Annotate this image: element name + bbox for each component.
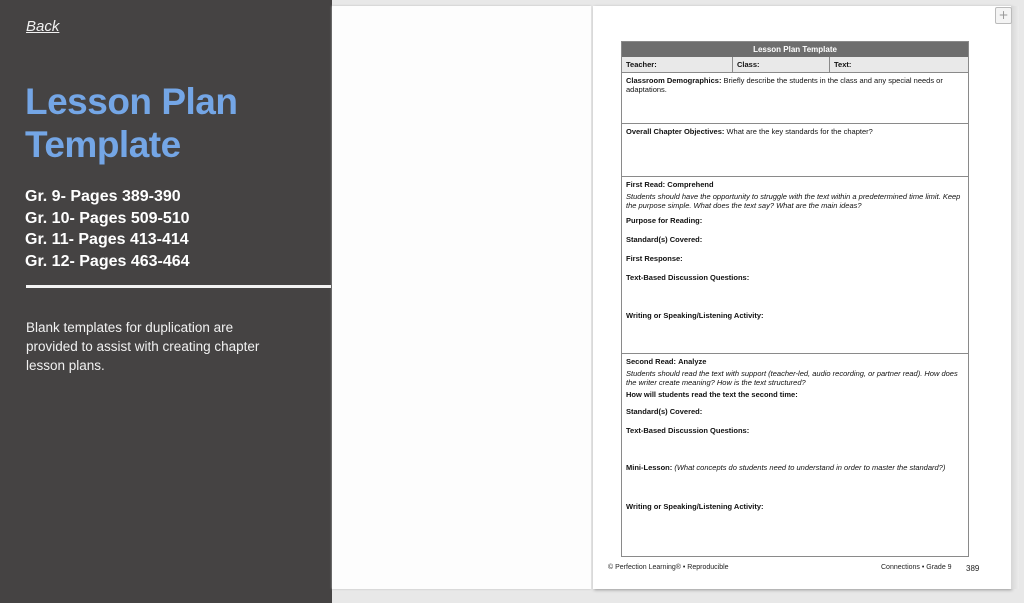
demographics-label: Classroom Demographics: <box>626 76 722 85</box>
plus-icon[interactable]: + <box>995 7 1012 24</box>
sheet-header-row <box>622 57 968 73</box>
footer-grade: Connections • Grade 9 <box>881 564 952 571</box>
grade-pages-item: Gr. 9- Pages 389-390 <box>25 188 181 205</box>
how-read-label: How will students read the text the second time: <box>626 390 798 399</box>
second-read-text: Students should read the text with support (teacher-led, audio recording, or partner read). How does the writer create meaning? How is the text structured? <box>626 369 958 387</box>
text-cell: Text: <box>834 60 852 69</box>
purpose-label: Purpose for Reading: <box>626 216 703 225</box>
objectives-text: What are the key standards for the chapter? <box>726 127 873 136</box>
grade-pages-item: Gr. 10- Pages 509-510 <box>25 209 190 227</box>
minilesson-label: Mini-Lesson: <box>626 463 673 472</box>
second-read-section <box>622 354 968 553</box>
standards-label: Standard(s) Covered: <box>626 235 703 244</box>
grade-pages-list <box>25 186 190 272</box>
discussion-label: Text-Based Discussion Questions: <box>626 273 750 282</box>
demographics-section <box>622 73 968 124</box>
page-edge <box>1011 6 1019 589</box>
first-response-label: First Response: <box>626 254 683 263</box>
second-read-label: Second Read: <box>626 357 677 366</box>
blank-page <box>332 6 591 589</box>
footer-copyright: © Perfection Learning® • Reproducible <box>608 564 729 571</box>
divider <box>26 285 331 288</box>
page-number: 389 <box>966 564 980 573</box>
grade-pages-item: Gr. 12- Pages 463-464 <box>25 252 190 270</box>
page-title: Lesson Plan Template <box>25 81 238 165</box>
description-text: Blank templates for duplication are provided to assist with creating chapter lesson plans. <box>26 320 260 373</box>
standards2-label: Standard(s) Covered: <box>626 407 703 416</box>
back-link[interactable]: Back <box>26 18 60 35</box>
lesson-plan-sheet <box>621 41 969 557</box>
grade-pages-item: Gr. 11- Pages 413-414 <box>25 231 189 248</box>
objectives-section <box>622 124 968 177</box>
writing-label: Writing or Speaking/Listening Activity: <box>626 311 764 320</box>
document-viewer[interactable] <box>332 0 1024 603</box>
discussion2-label: Text-Based Discussion Questions: <box>626 426 750 435</box>
objectives-label: Overall Chapter Objectives: <box>626 127 725 136</box>
second-read-mode: Analyze <box>678 357 707 366</box>
writing2-label: Writing or Speaking/Listening Activity: <box>626 502 764 511</box>
sheet-title: Lesson Plan Template <box>622 42 968 57</box>
demographics-text: Briefly describe the students in the class and any special needs or adaptations. <box>626 76 943 94</box>
first-read-mode: Comprehend <box>667 180 714 189</box>
class-cell: Class: <box>733 57 830 72</box>
teacher-cell: Teacher: <box>622 57 733 72</box>
first-read-text: Students should have the opportunity to struggle with the text within a predetermined time limit. Keep the purpose simple. What does the text say? What are the main ideas? <box>626 192 961 210</box>
first-read-section <box>622 177 968 354</box>
first-read-label: First Read: <box>626 180 666 189</box>
document-page <box>593 6 1011 589</box>
sidebar-panel <box>0 0 332 603</box>
minilesson-text: (What concepts do students need to understand in order to master the standard?) <box>674 463 946 472</box>
